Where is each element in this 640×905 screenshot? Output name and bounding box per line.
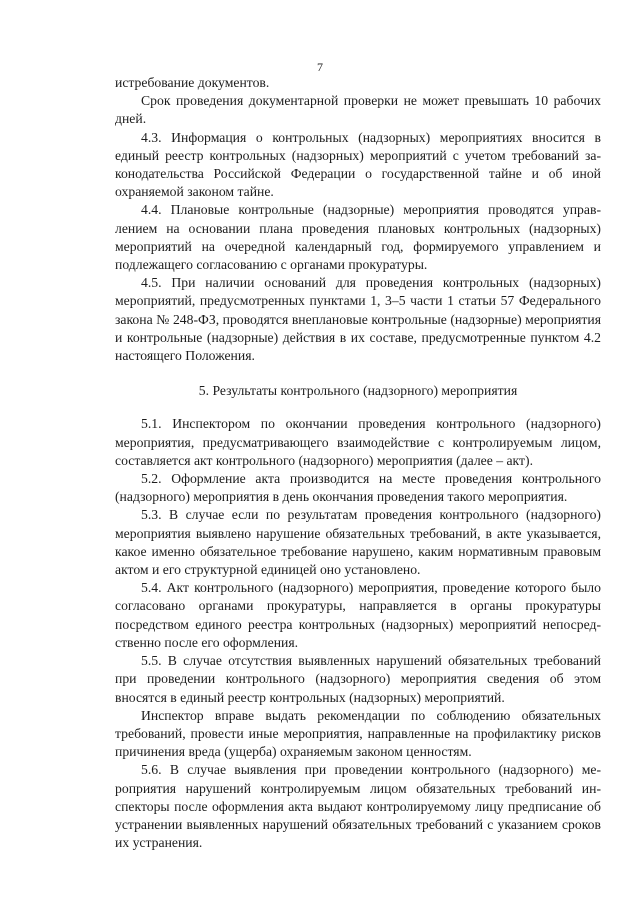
document-body bbox=[115, 74, 601, 852]
page-number: 7 bbox=[317, 60, 323, 74]
section-heading: 5. Результаты контрольного (надзорного) мероприятия bbox=[198, 383, 518, 399]
paragraph: 5.2. Оформление акта производится на месте проведения контрольного (надзорного) мероприятия в день окончания проведения такого мероприятия. bbox=[115, 471, 601, 505]
paragraphs-before-section bbox=[115, 74, 601, 365]
paragraph: 4.4. Плановые контрольные (надзорные) мероприятия проводятся управлением на основании плана проведения плановых контрольных (надзорных) мероприятий на очередной календарный год, формируемого управлением и подлежащего согласованию с органами прокуратуры. bbox=[115, 202, 601, 273]
paragraph: 5.4. Акт контрольного (надзорного) мероприятия, проведение которого было согласовано органами прокуратуры, направляется в органы прокуратуры посредством единого реестра контрольных (надзорных) мероприятий непосредственно после его оформления. bbox=[115, 580, 601, 650]
paragraphs-after-section bbox=[115, 415, 601, 852]
paragraph: 4.3. Информация о контрольных (надзорных) мероприятиях вносится в единый реестр контрольных (надзорных) мероприятий с учетом требований законодательства Российской Федерации о государственной тайне и об иной охраняемой законом тайне. bbox=[115, 129, 601, 200]
paragraph: 5.6. В случае выявления при проведении контрольного (надзорного) мероприятия нарушений контролируемым лицом обязательных требований инспекторы после оформления акта выдают контролируемому лицу предписание об устранении выявленных нарушений обязательных требований с указанием сроков их устранения. bbox=[115, 762, 601, 851]
paragraph: 4.5. При наличии оснований для проведения контрольных (надзорных) мероприятий, предусмотренных пунктами 1, 3–5 части 1 статьи 57 Федерального закона № 248-ФЗ, проводятся внеплановые контрольные (надзорные) мероприятия и контрольные (надзорные) действия в их составе, предусмотренные пунктом 4.2 настоящего Положения. bbox=[115, 275, 601, 364]
paragraph: 5.5. В случае отсутствия выявленных нарушений обязательных требований при проведении контрольного (надзорного) мероприятия сведения об этом вносятся в единый реестр контрольных (надзорных) мероприятий. bbox=[115, 653, 601, 705]
paragraph: Инспектор вправе выдать рекомендации по соблюдению обязательных требований, провести иные мероприятия, направленные на профилактику рисков причинения вреда (ущерба) охраняемым законом ценностям. bbox=[115, 707, 601, 760]
paragraph: Срок проведения документарной проверки не может превышать 10 рабочих дней. bbox=[115, 93, 601, 127]
paragraph: 5.3. В случае если по результатам проведения контрольного (надзорного) мероприятия выявлено нарушение обязательных требований, в акте указывается, какое именно обязательное требование нарушено, каким нормативным правовым актом и его структурной единицей оно установлено. bbox=[115, 507, 601, 578]
paragraph: истребование документов. bbox=[115, 75, 270, 90]
paragraph: 5.1. Инспектором по окончании проведения контрольного (надзорного) мероприятия, предусматривающего взаимодействие с контролируемым лицом, составляется акт контрольного (надзорного) мероприятия (далее – акт). bbox=[115, 416, 601, 468]
